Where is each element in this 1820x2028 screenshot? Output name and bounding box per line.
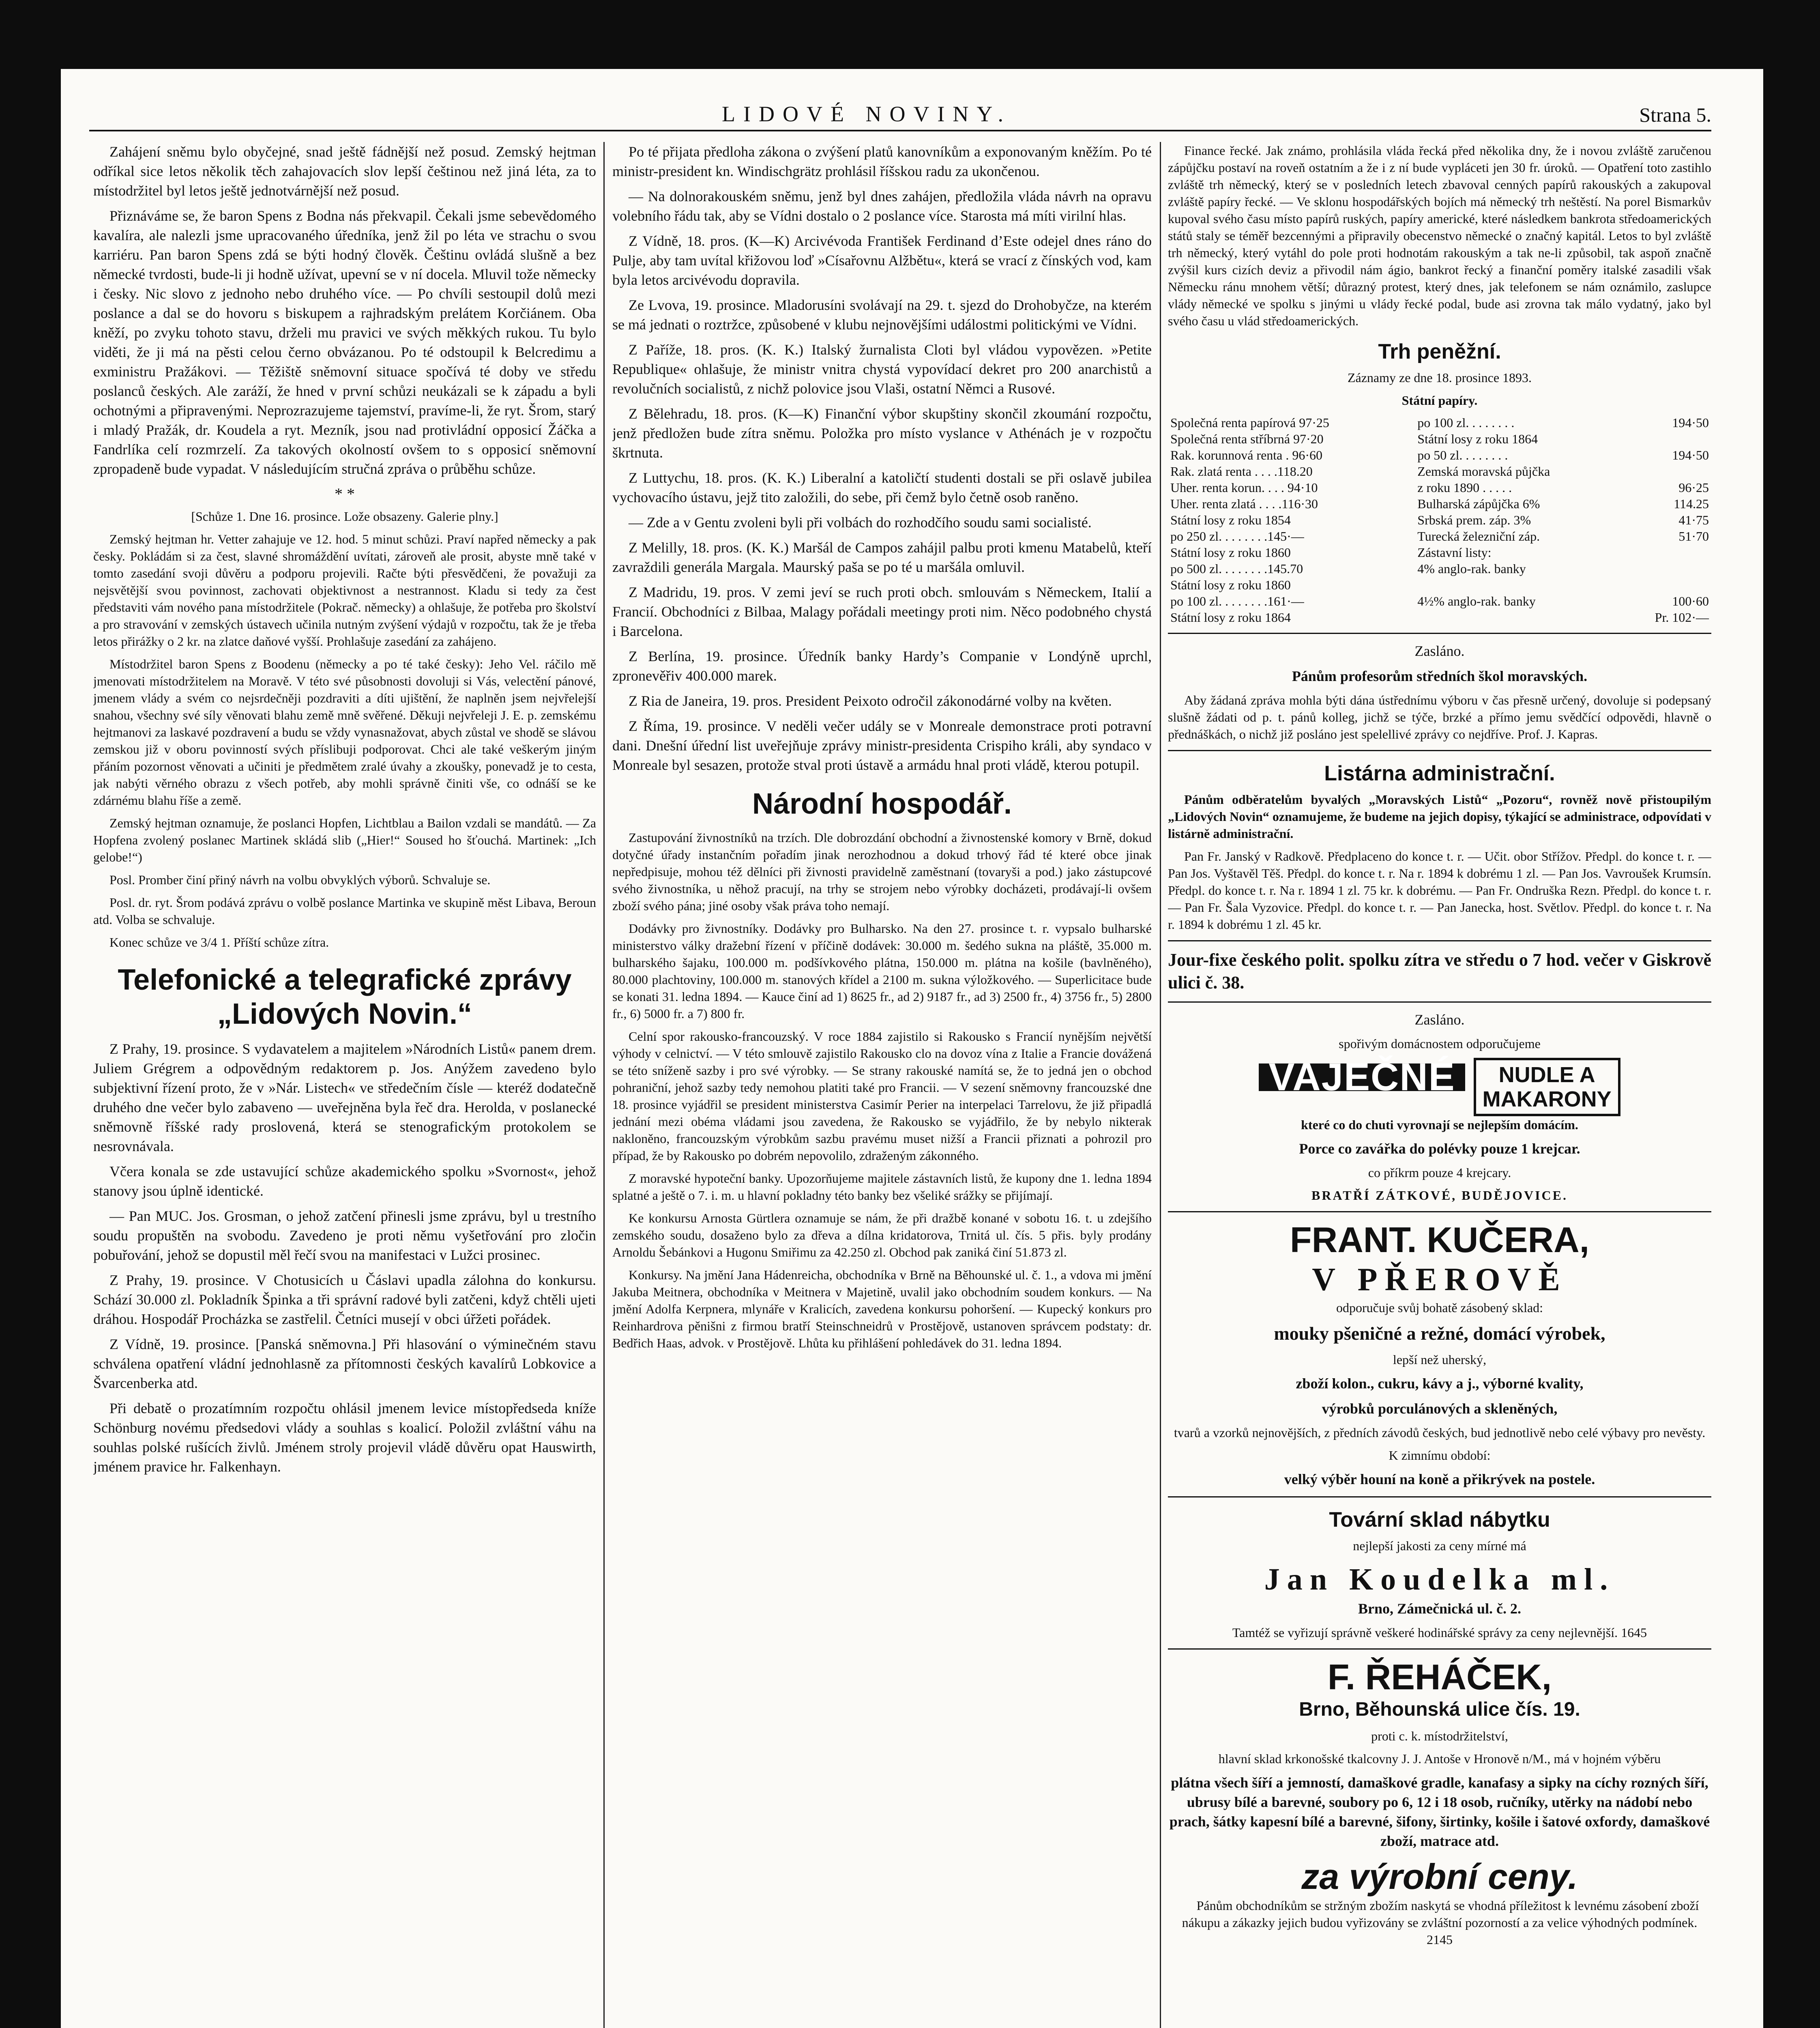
market-cell: po 250 zl. . . . . . . .145·— xyxy=(1170,529,1304,544)
paragraph: Finance řecké. Jak známo, prohlásila vláda řecká před několika dny, že i novou zvláště zaručenou zápůjčku postaví na roveň ostatním a že i z ní bude vypláceti jen 30 fr. úroků. — Opatření toto zastihlo zvláště trh německý, který se v posledních letech zbavoval cenných papírů rakouských a zakupoval zvláště papíry řecké. — Ve sklonu hospodářských bojích má německý trh neštěstí. Na porel Bismarkův kupoval svého času místo papírů ruských, papíry americké, které následkem bankrota středoamerických států staly se téměř bezcennými a připravily obecenstvo německé o značný kapitál. Letos to byl zvláště trh německý, který vytáhl do pole proti hodnotám rakouským a tak ne-li způsobil, tak aspoň značně zvýšil kurs cizích deviz a přivodil nám ágio, bankrot řecký a finanční poměry italské zasadili však Německu ránu mnohem větší; důrazný protest, který dnes, jak telefonem se nám oznámilo, zaslupce vlády německé ve spolku s jinými u vlády řecké podal, bude asi zrovna tak málo vydatný, jako byl svého času u vlád středoamerických. xyxy=(1168,143,1711,328)
jour-fixe-notice: Jour-fixe českého polit. spolku zítra ve středu o 7 hod. večer v Giskrově ulici č. 38. xyxy=(1168,950,1711,993)
market-cell: 100·60 xyxy=(1672,594,1709,608)
paragraph: Z Prahy, 19. prosince. V Chotusicích u Čáslavi upadla zálohna do konkursu. Schází 30.000 zl. Pokladník Špinka a tři správní radové byli zatčeni, když chtěli ujeti dráhou. Hospodář Procházka se zastřelil. Četníci musejí v obci úřžeti pořádek. xyxy=(93,1272,596,1327)
ad-text: Brno, Zámečnická ul. č. 2. xyxy=(1358,1600,1521,1617)
paragraph: Zastupování živnostníků na trzích. Dle dobrozdání obchodní a živnostenské komory v Brně, dokud dotyčné úřady instančním pořadím jinak nerozhodnou a dokud trhový řád té které obce jinak nepředpisuje, mohou též dělníci při živnosti pravidelně zaměstnaní (tovaryši a pod.) jako zástupcové svého živnostníka, u něhož pracují, na trhy se strojem nebo výrobky docházeti, prodávají-li ovšem zboží svého pána; jiné osoby však práva toho nemají. xyxy=(612,830,1152,913)
market-cell: Turecká železniční záp. xyxy=(1417,529,1540,544)
paragraph: Z Bělehradu, 18. pros. (K—K) Finanční výbor skupštiny skončil zkoumání rozpočtu, jenž předložen bude zítra sněmu. Položka pro místo vyslance v Athénách je v rozpočtu škrtnuta. xyxy=(612,406,1152,461)
market-row xyxy=(1168,463,1711,479)
market-row xyxy=(1168,577,1711,593)
market-cell: Společná renta papírová 97·25 xyxy=(1170,415,1329,430)
listarna-lead: Pánům odběratelům byvalých „Moravských Listů“ „Pozoru“, rovněž nově přistoupilým „Lidových Novin“ oznamujeme, že budeme na jejich dopisy, týkající se administrace, odpovídati v listárně administrační. xyxy=(1168,792,1711,841)
brand-line: MAKARONY xyxy=(1482,1087,1612,1111)
market-row xyxy=(1168,512,1711,528)
ad-text: velký výběr houní na koně a přikrývek na postele. xyxy=(1284,1471,1595,1487)
market-cell: Státní losy z roku 1860 xyxy=(1170,578,1291,592)
paragraph: Zahájení sněmu bylo obyčejné, snad ještě fádnější než posud. Zemský hejtman odříkal sice letos několik těch zahajovacích slov lepší češtinou než jiná léta, za to místodržitel byl letos ještě jednotvárnější než posud. xyxy=(93,144,596,199)
divider xyxy=(1168,1496,1711,1497)
market-cell: Státní losy z roku 1860 xyxy=(1170,545,1291,560)
paragraph: Zemský hejtman oznamuje, že poslanci Hopfen, Lichtblau a Bailon vzdali se mandátů. — Za Hopfena zvolený poslanec Martinek skládá slib („Hier!“ Soused ho šťouchá. Martinek: „Ich gelobe!“) xyxy=(93,816,596,864)
paragraph: Po té přijata předloha zákona o zvýšení platů kanovníkům a exponovaným kněžím. Po té ministr-president kn. Windischgrätz prohlásil říšskou radu za ukončenou. xyxy=(612,144,1152,179)
market-row xyxy=(1168,544,1711,561)
paragraph: Včera konala se zde ustavující schůze akademického spolku »Svornost«, jehož stanovy jsou úplně identické. xyxy=(93,1163,596,1199)
paragraph: Konec schůze ve 3/4 1. Příští schůze zítra. xyxy=(109,935,329,950)
market-row xyxy=(1168,447,1711,463)
advertiser-name: F. ŘEHÁČEK, xyxy=(1327,1657,1552,1697)
ad-text: K zimnímu období: xyxy=(1389,1448,1491,1463)
column-2 xyxy=(612,142,1152,2028)
paragraph: Z Paříže, 18. pros. (K. K.) Italský žurnalista Cloti byl vládou vypovězen. »Petite Republique« ohlašuje, že ministr vnitra chystá vypovídací dekret pro 200 anarchistů a revolučních socialistů, z nichž polovice jsou Vlaši, ostatní Němci a Rusové. xyxy=(612,342,1152,397)
paragraph: Ke konkursu Arnosta Gürtlera oznamuje se nám, že při dražbě konané v sobotu 16. t. u zdejšího zemského soudu, dosaženo bylo za dřeva a dílna kridatorova, Trnitá ul. čís. 5 přis. byly prodány Arnoldu Šebánkovi a Hugonu Smiřimu za 42.250 zl. Obchod pak zaniká činí 51.873 zl. xyxy=(612,1211,1152,1259)
market-cell xyxy=(1415,577,1622,593)
paragraph: — Zde a v Gentu zvoleni byli při volbách do rozhodčího soudu sami socialisté. xyxy=(629,514,1092,531)
market-cell: z roku 1890 . . . . . xyxy=(1417,480,1512,495)
market-cell: 194·50 xyxy=(1672,415,1709,430)
market-cell xyxy=(1623,544,1711,561)
brand-line: NUDLE A xyxy=(1498,1063,1595,1087)
divider xyxy=(1168,633,1711,634)
market-heading: Trh peněžní. xyxy=(1378,340,1501,363)
ad-text: Porce co zavářka do polévky pouze 1 krejcar. xyxy=(1299,1141,1580,1157)
ad-text: tvarů a vzorků nejnovějších, z předních závodů českých, bud jednotlivě nebo celé výbavy pro nevěsty. xyxy=(1174,1425,1706,1440)
scan-border-left xyxy=(0,0,61,2028)
ad-kucera xyxy=(1168,1220,1711,1489)
market-row xyxy=(1168,415,1711,431)
market-table xyxy=(1168,415,1711,625)
market-cell: Rak. zlatá renta . . . .118.20 xyxy=(1170,464,1313,479)
ad-text: lepší než uherský, xyxy=(1393,1352,1487,1367)
ad-slogan: za výrobní ceny. xyxy=(1301,1856,1578,1897)
market-cell xyxy=(1415,609,1622,625)
paragraph: Z Prahy, 19. prosince. S vydavatelem a majitelem »Národních Listů« panem drem. Juliem Grégrem a odpovědným redaktorem p. Jos. Anýžem zavedeno bylo subjektivní řízení proto, že v »Nár. Listech« ve středečním čísle — kteréž dodatečně druhého dne večer bylo zabaveno — uveřejněna byla řeč dra. Herolda, v poslanecké sněmovně říšské rady proslovená, která se stenografickým protokolem se nesrovnávala. xyxy=(93,1041,596,1154)
market-cell: Pr. 102·— xyxy=(1655,610,1709,625)
market-cell: Zemská moravská půjčka xyxy=(1417,464,1550,479)
market-cell: 194·50 xyxy=(1672,448,1709,462)
ad-text: zboží kolon., cukru, kávy a j., výborné kvality, xyxy=(1296,1375,1584,1392)
paragraph: Z Vídně, 18. pros. (K—K) Arcivévoda František Ferdinand d’Este odejel dnes ráno do Pulje, aby tam uvítal křižovou loď »Císařovnu Alžbětu«, která se vrací z čínských vod, kam byla letos arcivévodu dopravila. xyxy=(612,233,1152,288)
paragraph: Dodávky pro živnostníky. Dodávky pro Bulharsko. Na den 27. prosince t. r. vypsalo bulharské ministerstvo války dražební řízení v příčině dodávek: 30.000 m. šedého sukna na pláště, 35.000 m. bulharského šajaku, 100.000 m. podšívkového plátna, 150.000 m. plátna na košile (bavlněného), 80.000 plachtoviny, 100.000 m. stanových křídel a 2100 m. sukna výložkového. — Superlicitace bude se konati 31. ledna 1894. — Kauce činí ad 1) 8625 fr., ad 2) 9187 fr., ad 3) 2500 fr., 4) 3756 fr., 5) 2800 fr., 6) 5000 fr. a 7) 800 fr. xyxy=(612,921,1152,1021)
market-cell xyxy=(1623,561,1711,577)
market-row xyxy=(1168,496,1711,512)
market-row xyxy=(1168,593,1711,609)
scan-border-top xyxy=(0,0,1820,69)
paragraph: Posl. dr. ryt. Šrom podává zprávu o volbě poslance Martinka ve skupině měst Libava, Beroun atd. Volba se schvaluje. xyxy=(93,895,596,927)
notice-text: Aby žádaná zpráva mohla býti dána ústřednímu výboru v čas přesně určený, dovoluje si podepsaný slušně žádati od p. t. pánů kolleg, jichž se týče, brzké a přímo jemu svědčící odpovědi, hlavně o přednáškách, o nichž již posláno jest spelellivé zprávy co nejdříve. Prof. J. Kapras. xyxy=(1168,693,1711,741)
ad-text: spořivým domácnostem odporučujeme xyxy=(1339,1036,1541,1051)
market-cell: Uher. renta zlatá . . . .116·30 xyxy=(1170,496,1318,511)
zaslano-label: Zasláno. xyxy=(1414,643,1465,659)
ad-text: nejlepší jakosti za ceny mírné má xyxy=(1353,1538,1526,1553)
market-cell: po 500 zl. . . . . . . .145.70 xyxy=(1170,561,1303,576)
zaslano-label: Zasláno. xyxy=(1414,1012,1465,1028)
ad-rehacek xyxy=(1168,1657,1711,1948)
ad-text: Brno, Běhounská ulice čís. 19. xyxy=(1299,1699,1580,1720)
advertiser-town: V PŘEROVĚ xyxy=(1312,1262,1567,1298)
paragraph: Z Říma, 19. prosince. V neděli večer udály se v Monreale demonstrace proti potravní dani. Dnešní úřední list uveřejňuje zprávy ministr-presidenta Crispiho králi, aby syndaco v Monreale byl sesazen, protože stval proti ústavě a armádu hnal proti vládě, kterou potupil. xyxy=(612,718,1152,773)
market-cell: Bulharská zápůjčka 6% xyxy=(1417,496,1540,511)
section-heading: Národní hospodář. xyxy=(752,788,1012,820)
advertiser-name: Jan Koudelka ml. xyxy=(1264,1562,1615,1596)
market-cell: Státní losy z roku 1854 xyxy=(1170,513,1291,527)
paragraph: Celní spor rakousko-francouzský. V roce 1884 zajistilo si Rakousko s Francií nynějším největší výhody v celnictví. — V této smlouvě zajistilo Rakousko clo na dovoz vína z Italie a Francie dovážená se této sníženě sazby i pro své výrobky. — Se strany rakouské namítá se, že to jedná jen o obchod pohraniční, jehož sazby tedy nemohou platiti také pro Francii. — V sezení sněmovny francouzské dne 18. prosince vyjádřil se president ministerstva Casimír Perier na interpelaci Tarrelovu, že již připadlá jednání mezi obéma vládami jsou zavedena, že Rakousko se vyjádřilo, že by nebylo nikterak nakloněno, francouzským výrobkům sazbu pravému muset nižší a Francii přiznati a pohrozil pro případ, že by Rakousko po dobrém nepovolilo, zdraženým zákonného. xyxy=(612,1029,1152,1163)
market-cell: Státní losy z roku 1864 xyxy=(1170,610,1291,625)
column-1 xyxy=(93,142,596,2028)
market-cell: po 100 zl. . . . . . . . xyxy=(1417,415,1515,430)
market-cell: Srbská prem. záp. 3% xyxy=(1417,513,1531,527)
paragraph: Posl. Promber činí přiný návrh na volbu obvyklých výborů. Schvaluje se. xyxy=(109,872,491,887)
ad-text: hlavní sklad krkonošské tkalcovny J. J. Antoše v Hronově n/M., má v hojném výběru xyxy=(1218,1751,1661,1766)
separator-stars: * * xyxy=(335,485,355,503)
market-cell xyxy=(1623,577,1711,593)
market-cell: Uher. renta korun. . . . 94·10 xyxy=(1170,480,1318,495)
newspaper-title: LIDOVÉ NOVINY. xyxy=(722,102,1011,126)
market-cell xyxy=(1623,431,1711,447)
paragraph: Při debatě o prozatímním rozpočtu ohlásil jmenem levice místopředseda kníže Schönburg novému předsedovi vlády a souhlas s koalicí. Položil zvláštní váhu na souhlas polské rušících živlů. Jménem stroly projevil vládě důvěru opat Hauswirth, jménem pravice hr. Falkenhayn. xyxy=(93,1400,596,1475)
paragraph: Ze Lvova, 19. prosince. Mladorusíni svolávají na 29. t. sjezd do Drohobyčze, na kterém se má jednati o roztržce, způsobené v klubu nejnovějšími událostmi politickými ve Vídni. xyxy=(612,297,1152,333)
brand-logo-box xyxy=(1474,1058,1620,1116)
market-row xyxy=(1168,528,1711,544)
column-3 xyxy=(1168,142,1711,2028)
notice-title: Pánům profesorům středních škol moravských. xyxy=(1292,668,1588,684)
ad-koudelka xyxy=(1168,1507,1711,1641)
paragraph: — Na dolnorakouském sněmu, jenž byl dnes zahájen, předložila vláda návrh na opravu volebního řádu tak, aby se Vídni dostalo o 2 poslance více. Starosta má míti virilní hlas. xyxy=(612,188,1152,224)
ad-text: odporučuje svůj bohatě zásobený sklad: xyxy=(1336,1300,1543,1315)
market-row xyxy=(1168,479,1711,496)
market-row xyxy=(1168,561,1711,577)
ad-vajecne xyxy=(1168,1010,1711,1204)
market-cell xyxy=(1623,463,1711,479)
divider xyxy=(1168,940,1711,941)
ad-text: plátna všech šíří a jemností, damaškové gradle, kanafasy a sipky na cíchy rozných šíří, ubrusy bílé a barevné, soubory po 6, 12 i 18 osob, ručníky, utěrky na nádobí nebo prach, šátky kapesní bílé a barevné, šifony, širtinky, košile i šatové oxfordy, damaškové zboží, matrace atd. xyxy=(1169,1774,1710,1849)
page-header xyxy=(89,101,1711,131)
market-subheading: Státní papíry. xyxy=(1401,393,1478,408)
session-note: [Schůze 1. Dne 16. prosince. Lože obsazeny. Galerie plny.] xyxy=(191,509,498,524)
ad-text: výrobků porculánových a skleněných, xyxy=(1322,1401,1558,1417)
listarna-text: Pan Fr. Janský v Radkově. Předplaceno do konce t. r. — Učit. obor Střížov. Předpl. do konce t. r. — Pan Jos. Vyštavěl Těš. Předpl. do konce t. r. Na r. 1894 k dobrému 1 zl. — Pan Jos. Vavroušek Krumsín. Předpl. do konce t. r. Na r. 1894 1 zl. 75 kr. k dobrému. — Pan Fr. Ondruška Rezn. Předpl. do konce t. r. — Pan Fr. Šala Vyzovice. Předpl. do konce t. r. — Pan Janecka, host. Světlov. Předpl. do konce t. r. Na r. 1894 k dobrému 1 zl. 45 kr. xyxy=(1168,849,1711,932)
divider xyxy=(1168,1648,1711,1650)
paragraph: Přiznáváme se, že baron Spens z Bodna nás překvapil. Čekali jsme sebevědomého kavalíra, ale nalezli jsme upracovaného úředníka, jenž žil po léta ve strachu o svou karriéru. Pan baron Spens zdá se býti hodný člověk. Češtinu ovládá slušně a bez německé tvrdosti, bude-li ji hodně užívat, upevní se v ní docela. Mluvil tože německy i česky. Nic slovo z jednoho nebo druhého více. — Po chvíli sestoupil dolů mezi poslance a dal se do hovoru s biskupem a rajhradským prelátem Korčiánem. Oba kněží, po zvyku tohoto stavu, drželi mu pravici ve svých měkkých rukou. Tu bylo viděti, že ji má na pěsti celou černo obvázanou. Po té odstoupil k Belcredimu a exministru Pražákovi. — Těžiště sněmovní situace spočívá té doby ve středu poslanců českých. Ale zaráží, že hned v první schůzi neukázali se k západu a byli ochotnými a připravenými. Neprozrazujeme tajemství, pravíme-li, že ryt. Šrom, starý i mladý Pražák, dr. Koudela a ryt. Mezník, jsou nad protivládní opposicí Žáčka a Fandrlíka celí rozmrzelí. Za takových okolností ovšem to s opposicí sněmovní zpropadeně bude vypadat. V následujícím stručná zpráva o průběhu schůze. xyxy=(93,208,596,477)
ad-text: které co do chuti vyrovnají se nejlepším domácím. xyxy=(1301,1117,1578,1132)
market-cell: 4½% anglo-rak. banky xyxy=(1417,594,1536,608)
divider xyxy=(1168,1211,1711,1212)
ad-heading: Tovární sklad nábytku xyxy=(1329,1508,1550,1532)
paragraph: Z Luttychu, 18. pros. (K. K.) Liberalní a katoličtí studenti dostali se při oslavě jubilea vychovacího ústavu, jejž tito založili, do sebe, při čemž bylo četně osob raněno. xyxy=(612,470,1152,505)
ad-text: proti c. k. místodržitelství, xyxy=(1371,1729,1508,1743)
paragraph: Z Melilly, 18. pros. (K. K.) Maršál de Campos zahájil palbu proti kmenu Matabelů, kteří zavraždili generála Margala. Maurský paša se po té u maršála omluvil. xyxy=(612,539,1152,575)
paragraph: Z Ria de Janeira, 19. pros. President Peixoto odročil zákonodárné volby na květen. xyxy=(629,693,1112,709)
market-date: Záznamy ze dne 18. prosince 1893. xyxy=(1347,370,1532,385)
market-cell: Zástavní listy: xyxy=(1417,545,1492,560)
column-rule xyxy=(1160,142,1161,2028)
market-cell: Státní losy z roku 1864 xyxy=(1417,432,1538,446)
market-cell: 114.25 xyxy=(1674,496,1709,511)
ad-text: Pánům obchodníkům se stržným zbožím naskytá se vhodná příležitost k levnému zásobení zboží nákupu a zákazky jejich budou vyřizovány se zvláštní pozorností a za velice výhodných podmínek. 2145 xyxy=(1182,1898,1699,1947)
divider xyxy=(1168,750,1711,751)
market-cell: 96·25 xyxy=(1678,480,1709,495)
ad-text: BRATŘÍ ZÁTKOVÉ, BUDĚJOVICE. xyxy=(1311,1188,1568,1203)
page-number: Strana 5. xyxy=(1639,103,1711,126)
brand-logo: VAJEČNÉ xyxy=(1259,1063,1465,1091)
paragraph: — Pan MUC. Jos. Grosman, o jehož zatčení přinesli jsme zprávu, byl u trestního soudu propuštěn na svobodu. Zavedeno je proti němu vyšetřování pro zločin pobuřování, jehož se dopustil měl řečí svou na manifestaci v Lužci prosinec. xyxy=(93,1208,596,1263)
market-cell: 41·75 xyxy=(1678,513,1709,527)
section-heading: Telefonické a telegrafické zprávy „Lidových Novin.“ xyxy=(118,964,572,1030)
ad-text: co příkrm pouze 4 krejcary. xyxy=(1368,1165,1511,1180)
market-cell: 4% anglo-rak. banky xyxy=(1417,561,1526,576)
ad-text: Tamtéž se vyřizují správně veškeré hodinářské správy za ceny nejlevnější. 1645 xyxy=(1232,1625,1647,1640)
scan-border-right xyxy=(1763,0,1820,2028)
paragraph: Místodržitel baron Spens z Boodenu (německy a po té také česky): Jeho Vel. ráčilo mě jmenovati místodržitelem na Moravě. V této své působnosti dovoluji si Vás, velectění pánové, jmenem vlády a svém co nejsrdečněji pozdraviti a díti ujištění, že naplněn jsem nejvřelejší snahou, všechny své síly věnovati blahu země mně svěřené. Děkuji nejvřeleji J. E. p. zemskému hejtmanovi za laskavé pozdravení a budu se vždy vynasnažovat, abych zůstal ve shodě se slávou zemskou již v oboru povinností svých příslibuji podporovat. Chci ale také veškerým jiným přáním pozornost věnovati a učiniti je předmětem zralé úvahy a zkoušky, ponevadž je to cesta, jak nabýti věrného obrazu z všech potřeb, aby mohli správně činiti vše, co odnáší se ke zdárnému blahu říše a země. xyxy=(93,657,596,808)
listarna-heading: Listárna administrační. xyxy=(1324,762,1555,785)
market-cell: Společná renta stříbrná 97·20 xyxy=(1170,432,1324,446)
market-cell: po 100 zl. . . . . . . .161·— xyxy=(1170,594,1304,608)
divider xyxy=(1168,1001,1711,1003)
market-cell: po 50 zl. . . . . . . . xyxy=(1417,448,1508,462)
paragraph: Z Vídně, 19. prosince. [Panská sněmovna.] Při hlasování o výminečném stavu schválena opatření vládní jednohlasně za přítomnosti českých kavalírů Lobkovice a Švarcenberka atd. xyxy=(93,1336,596,1391)
column-rule xyxy=(603,142,605,2028)
paragraph: Z Madridu, 19. pros. V zemi jeví se ruch proti obch. smlouvám s Německem, Italií a Francií. Obchodníci z Bilbaa, Malagy pořádali meetingy proti nim. Něco podobného chystá i Barcelona. xyxy=(612,584,1152,639)
paragraph: Konkursy. Na jmění Jana Hádenreicha, obchodníka v Brně na Běhounské ul. č. 1., a vdova mi jmění Jakuba Meitnera, obchodníka v Meitnera v Majetině, uvalil jako obchodním soudem konkurs. — Na jmění Adolfa Kerpnera, mlynáře v Kralicích, zavedena konkursu pohoršení. — Kupecký konkurs pro Reinhardrova pěnišni z firmou bratří Steinschneidrů v Prostějově, ustanoven správcem podstaty: dr. Bedřich Haas, advok. v Prostějově. Lhůta ku přihlášení pohledávek do 31. ledna 1894. xyxy=(612,1268,1152,1350)
paragraph: Z moravské hypoteční banky. Upozorňujeme majitele zástavních listů, že kupony dne 1. ledna 1894 splatné a ještě o 7. i. m. u hlavní pokladny této banky bez všeliké srážky se přijímají. xyxy=(612,1171,1152,1203)
market-cell: 51·70 xyxy=(1678,529,1709,544)
market-row xyxy=(1168,431,1711,447)
ad-text: mouky pšeničné a režné, domácí výrobek, xyxy=(1274,1323,1605,1344)
paragraph: Z Berlína, 19. prosince. Úředník banky Hardy’s Companie v Londýně uprchl, zpronevěřiv 400.000 marek. xyxy=(612,648,1152,684)
market-row xyxy=(1168,609,1711,625)
market-cell: Rak. korunnová renta . 96·60 xyxy=(1170,448,1323,462)
advertiser-name: FRANT. KUČERA, xyxy=(1290,1220,1590,1260)
paragraph: Zemský hejtman hr. Vetter zahajuje ve 12. hod. 5 minut schůzi. Praví napřed německy a pak česky. Pokládám si za čest, slavné shromáždění uvítati, zároveň ale prosit, abyste mně také v tomto zasedání svoji důvěru a podporu projevili. Račte býti přesvědčeni, že považuji za nejsvětější svou povinnost, zachovati objektivnost a nestrannost. Kladu si tedy za čest představiti vám nového pana místodržitele (Pokrač. německy) a ohlašuje, že potřeba pro školství a pro stravování v zemských ústavech učinila nutným zvýšení výdajů v rozpočtu, tak že je třeba letos přirážky o 2 kr. na zlatce daňové vyšší. Prohlašuje zasedání za zahájeno. xyxy=(93,532,596,649)
